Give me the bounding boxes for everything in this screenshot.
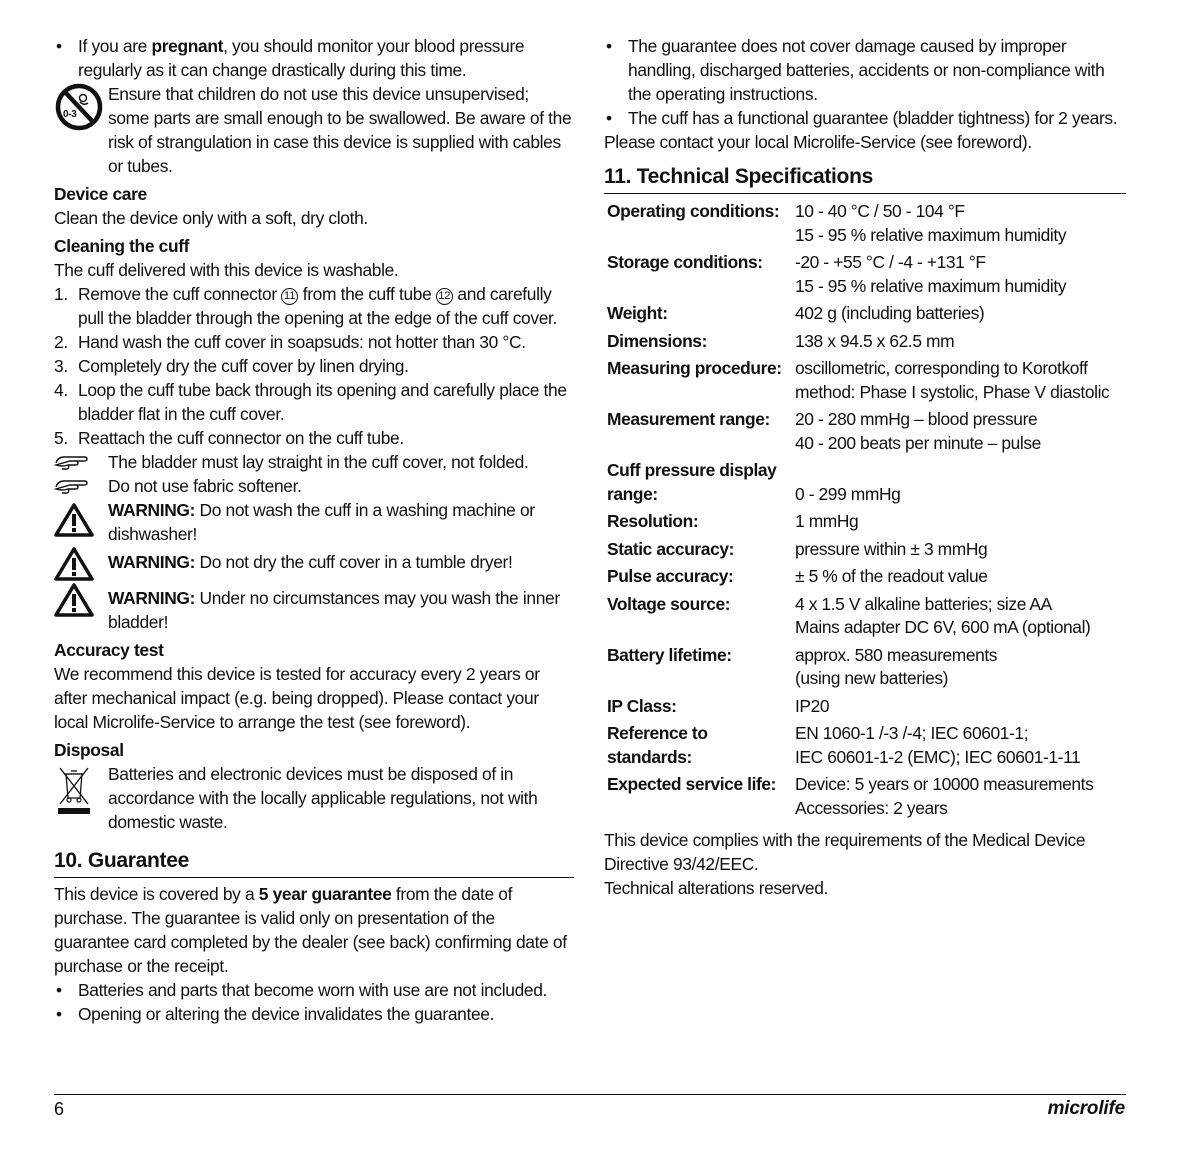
spec-key: Expected service life: — [607, 774, 777, 794]
contact-text: Please contact your local Microlife-Service (see foreword). — [604, 132, 1032, 152]
spec-key: IP Class: — [607, 695, 677, 716]
spec-value-line: 20 - 280 mmHg – blood pressure — [795, 409, 1038, 429]
spec-key: Operating conditions: — [607, 201, 780, 221]
device-care-title: Device care — [54, 184, 147, 204]
spec-value-line: EN 1060-1 /-3 /-4; IEC 60601-1; — [795, 723, 1029, 743]
spec-value — [795, 561, 1126, 589]
guarantee-heading: 10. Guarantee — [54, 846, 574, 878]
left-column — [54, 34, 574, 1026]
cleaning-step: 2. Hand wash the cuff cover in soapsuds: not hotter than 30 °C. — [54, 332, 526, 352]
compliance-text: This device complies with the requirements of the Medical Device Directive 93/42/EEC. — [604, 830, 1086, 874]
spec-row — [604, 326, 1126, 354]
spec-key: Pulse accuracy: — [607, 566, 734, 586]
spec-value-line: Mains adapter DC 6V, 600 mA (optional) — [795, 617, 1091, 637]
spec-row — [604, 769, 1126, 820]
spec-value-line: 0 - 299 mmHg — [795, 483, 901, 504]
cleaning-step: 3. Completely dry the cuff cover by linen drying. — [54, 356, 409, 376]
spec-value-line: 402 g (including batteries) — [795, 303, 985, 323]
spec-row — [604, 640, 1126, 691]
cleaning-title: Cleaning the cuff — [54, 236, 190, 256]
guarantee-bullet: • Opening or altering the device invalidates the guarantee. — [54, 1002, 574, 1026]
disposal-text: Batteries and electronic devices must be disposed of in accordance with the locally applicable regulations, not with domestic waste. — [108, 764, 538, 832]
disposal-title: Disposal — [54, 740, 124, 760]
spec-row — [604, 200, 1126, 247]
pregnant-bold: pregnant — [151, 36, 224, 56]
children-warning — [54, 82, 574, 178]
spec-value-line: (using new batteries) — [795, 668, 949, 688]
spec-row — [604, 691, 1126, 719]
spec-table — [604, 200, 1126, 820]
accuracy-text: We recommend this device is tested for accuracy every 2 years or after mechanical impact (e.g. being dropped). Please contact your local Microlife-Service to arrange the test (see foreword). — [54, 664, 540, 732]
spec-value-line: method: Phase I systolic, Phase V diastolic — [795, 381, 1110, 402]
spec-value — [795, 691, 1126, 719]
crossed-bin-icon — [54, 764, 94, 822]
pregnant-bullet: • If you are pregnant, you should monitor your blood pressure regularly as it can change drastically during this time. — [54, 34, 574, 82]
spec-value-line: IEC 60601-1-2 (EMC); IEC 60601-1-11 — [795, 746, 1081, 767]
spec-value-line: -20 - +55 °C / -4 - +131 °F — [795, 252, 986, 272]
spec-key: Measurement range: — [607, 409, 770, 429]
warning-triangle-icon — [54, 582, 94, 624]
warning-row — [54, 586, 574, 634]
guarantee-bullet: • Batteries and parts that become worn with use are not included. — [54, 978, 574, 1002]
spec-row — [604, 534, 1126, 562]
note-text: The bladder must lay straight in the cuff cover, not folded. — [108, 452, 529, 472]
note-row — [54, 450, 574, 474]
spec-value — [795, 534, 1126, 562]
spec-value-line: approx. 580 measurements — [795, 644, 998, 665]
alterations-text: Technical alterations reserved. — [604, 878, 829, 898]
spec-row — [604, 404, 1126, 455]
right-column — [604, 34, 1126, 900]
spec-value-line: 15 - 95 % relative maximum humidity — [795, 224, 1067, 245]
spec-key: Static accuracy: — [607, 538, 735, 559]
spec-key: Weight: — [607, 303, 668, 323]
footer-rule — [54, 1094, 1126, 1095]
spec-row — [604, 247, 1126, 298]
spec-row — [604, 455, 1126, 506]
spec-row — [604, 298, 1126, 326]
spec-heading: 11. Technical Specifications — [604, 162, 1126, 194]
spec-value-line: oscillometric, corresponding to Korotkoff — [795, 358, 1088, 378]
spec-value-line: pressure within ± 3 mmHg — [795, 538, 988, 559]
spec-value-line: 1 mmHg — [795, 511, 859, 531]
spec-value-line: 10 - 40 °C / 50 - 104 °F — [795, 201, 965, 221]
spec-value — [795, 200, 1126, 247]
disposal-row — [54, 762, 574, 834]
spec-value — [795, 404, 1126, 455]
spec-value-line: IP20 — [795, 695, 830, 716]
spec-key: Reference to standards: — [607, 723, 708, 767]
spec-value — [795, 769, 1126, 820]
spec-key: Resolution: — [607, 511, 699, 531]
spec-value-line: ± 5 % of the readout value — [795, 566, 988, 586]
warning-row — [54, 498, 574, 546]
ref-12-badge: 12 — [436, 288, 453, 305]
cleaning-step: 1. Remove the cuff connector 11 from the cuff tube 12 and carefully pull the bladder through the opening at the edge of the cuff cover. — [54, 284, 558, 328]
warning-text: WARNING: Do not wash the cuff in a washing machine or dishwasher! — [108, 500, 535, 544]
accuracy-title: Accuracy test — [54, 640, 164, 660]
warning-text: WARNING: Do not dry the cuff cover in a tumble dryer! — [108, 552, 513, 572]
spec-key: Storage conditions: — [607, 252, 763, 272]
guarantee-exclusion-bullet: • The guarantee does not cover damage caused by improper handling, discharged batteries, accidents or non-compliance with the operating instructions. — [604, 34, 1126, 106]
spec-value — [795, 298, 1126, 326]
children-warning-text: Ensure that children do not use this device unsupervised; some parts are small enough to be swallowed. Be aware of the risk of strangulation in case this device is supplied with cables or tubes. — [108, 84, 572, 176]
cuff-guarantee-bullet: • The cuff has a functional guarantee (bladder tightness) for 2 years. — [604, 106, 1126, 130]
svg-text:0-3: 0-3 — [63, 109, 77, 120]
spec-value-line: Accessories: 2 years — [795, 797, 948, 818]
device-care-text: Clean the device only with a soft, dry cloth. — [54, 208, 368, 228]
spec-value — [795, 640, 1126, 691]
spec-value-line — [795, 459, 1126, 483]
spec-value-line: 4 x 1.5 V alkaline batteries; size AA — [795, 593, 1052, 614]
spec-value — [795, 353, 1126, 404]
note-text: Do not use fabric softener. — [108, 476, 302, 496]
spec-value — [795, 589, 1126, 640]
page-number: 6 — [54, 1099, 65, 1119]
cleaning-step: 5. Reattach the cuff connector on the cuff tube. — [54, 428, 404, 448]
spec-value-line: 138 x 94.5 x 62.5 mm — [795, 330, 955, 351]
spec-row — [604, 718, 1126, 769]
cleaning-intro: The cuff delivered with this device is washable. — [54, 260, 399, 280]
warning-text: WARNING: Under no circumstances may you wash the inner bladder! — [108, 588, 560, 632]
spec-value — [795, 326, 1126, 354]
spec-row — [604, 506, 1126, 534]
warning-row — [54, 550, 574, 574]
ref-11-badge: 11 — [281, 288, 298, 305]
spec-key: Voltage source: — [607, 593, 731, 614]
spec-row — [604, 589, 1126, 640]
spec-value-line: 40 - 200 beats per minute – pulse — [795, 432, 1041, 453]
cleaning-steps — [54, 282, 574, 450]
spec-row — [604, 353, 1126, 404]
spec-key: Battery lifetime: — [607, 644, 732, 665]
guarantee-text: This device is covered by a 5 year guarantee from the date of purchase. The guarantee is valid only on presentation of the guarantee card completed by the dealer (see back) confirming date of purchase or the receipt. — [54, 884, 567, 976]
spec-key: Measuring procedure: — [607, 358, 782, 378]
spec-key: Cuff pressure display range: — [607, 460, 777, 504]
spec-value-line: Device: 5 years or 10000 measurements — [795, 774, 1094, 794]
spec-value — [795, 247, 1126, 298]
spec-value — [795, 718, 1126, 769]
note-row — [54, 474, 574, 498]
warning-triangle-icon — [54, 502, 94, 544]
spec-value — [795, 455, 1126, 506]
cleaning-step: 4. Loop the cuff tube back through its opening and carefully place the bladder flat in the cuff cover. — [54, 380, 567, 424]
brand-logo: microlife — [1047, 1098, 1125, 1119]
no-children-icon — [54, 82, 104, 138]
spec-value — [795, 506, 1126, 534]
spec-value-line: 15 - 95 % relative maximum humidity — [795, 275, 1067, 296]
spec-key: Dimensions: — [607, 330, 707, 351]
spec-row — [604, 561, 1126, 589]
